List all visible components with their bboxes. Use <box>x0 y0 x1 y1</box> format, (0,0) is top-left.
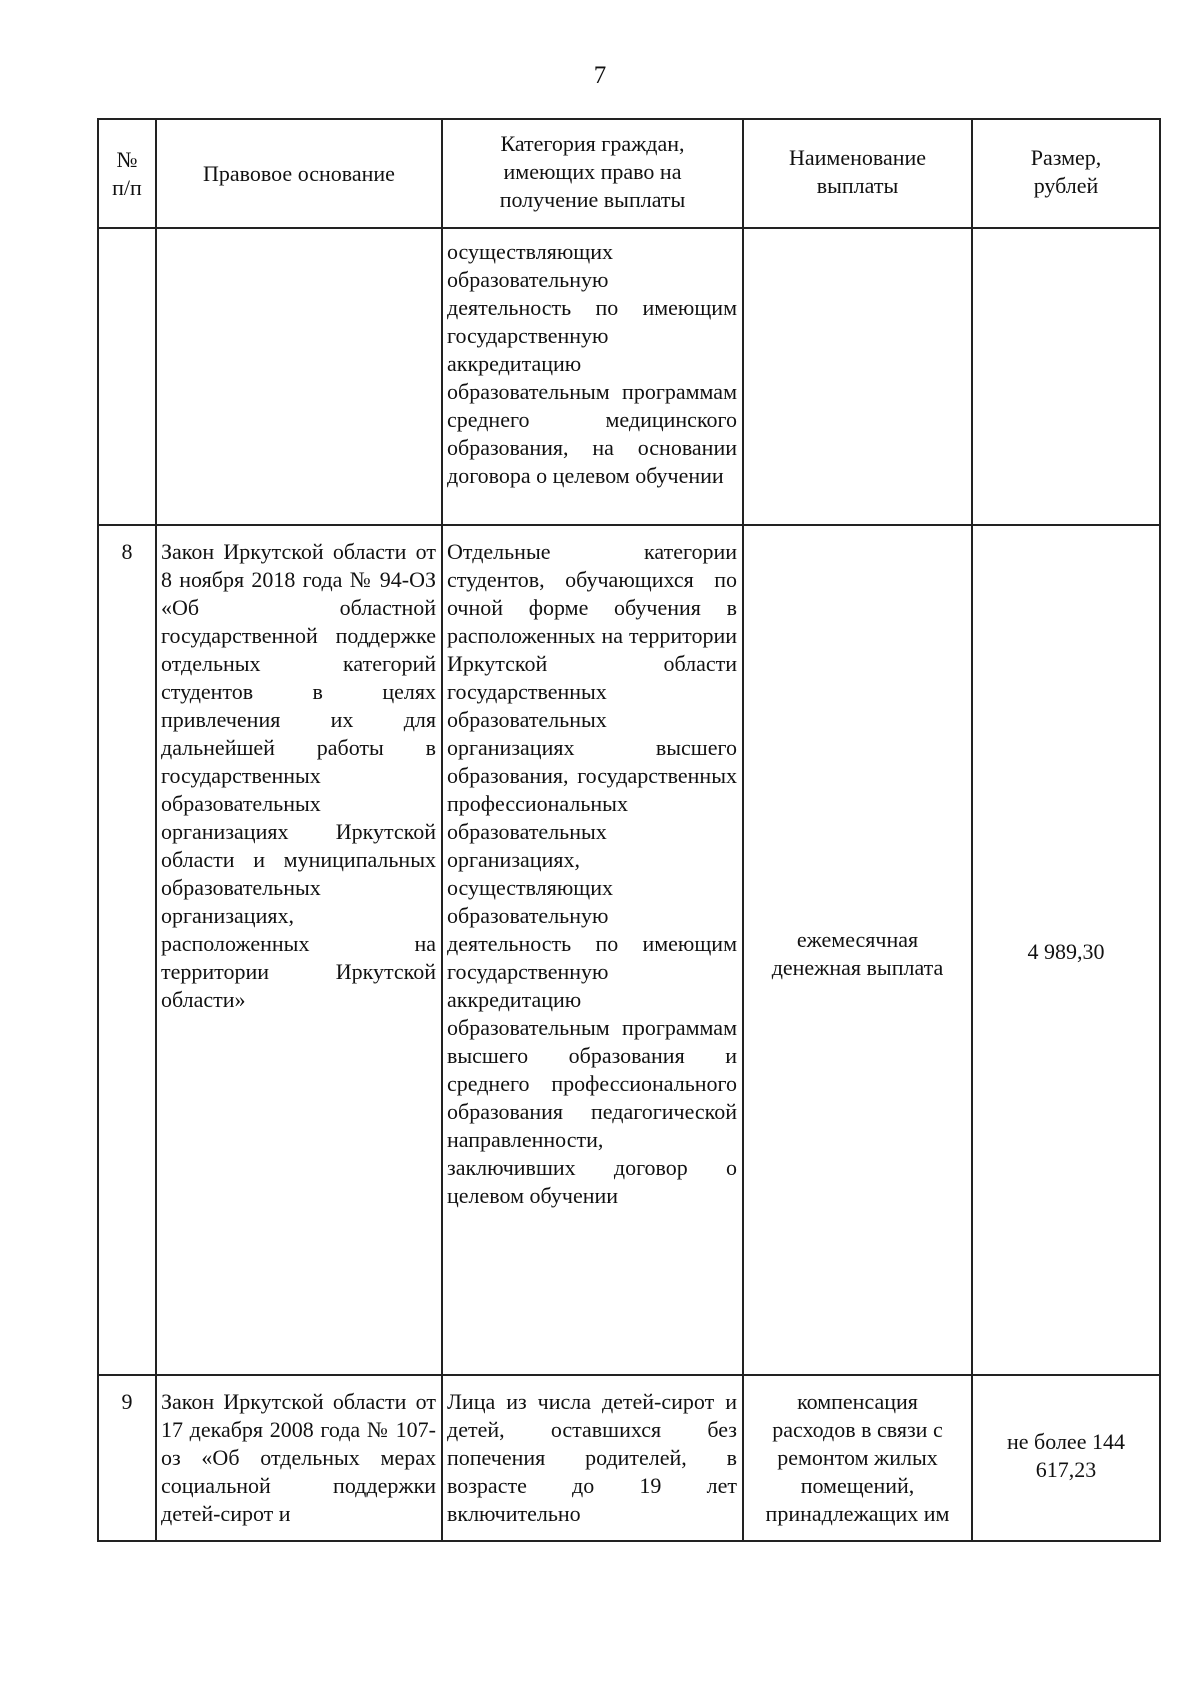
header-payment-name: Наименование выплаты <box>788 145 927 198</box>
row-3-number: 9 <box>121 1389 133 1414</box>
header-amount: Размер, рублей <box>1030 145 1102 198</box>
row-3-payment-name: компенсация расходов в связи с ремонтом жилых помещений, принадлежащих им <box>765 1389 950 1526</box>
row-1-category: осуществляющих образовательную деятельность по имеющим государственную аккредитацию образовательным программам среднего медицинского образования, на основании договора о целевом обучении <box>447 239 737 488</box>
row-2-number: 8 <box>121 539 133 564</box>
row-3-legal-basis: Закон Иркутской области от 17 декабря 2008 года № 107-оз «Об отдельных мерах социальной поддержки детей-сирот и <box>161 1389 436 1526</box>
row-3-category: Лица из числа детей-сирот и детей, оставшихся без попечения родителей, в возрасте до 19 лет включительно <box>447 1389 737 1526</box>
row-2-payment-name: ежемесячная денежная выплата <box>771 927 944 980</box>
row-3-amount: не более 144 617,23 <box>1007 1429 1125 1482</box>
header-category: Категория граждан, имеющих право на получение выплаты <box>499 131 686 212</box>
row-2-category: Отдельные категории студентов, обучающихся по очной форме обучения в расположенных на территории Иркутской области государственных образовательных организациях высшего образования, государственных профессиональных образовательных организациях, осуществляющих образовательную деятельность по имеющим государственную аккредитацию образовательным программам высшего образования и среднего профессионального образования педагогической направленности, заключивших договор о целевом обучении <box>447 539 737 1208</box>
header-legal-basis: Правовое основание <box>203 161 395 186</box>
row-2-legal-basis: Закон Иркутской области от 8 ноября 2018 года № 94-ОЗ «Об областной государственной поддержке отдельных категорий студентов в целях привлечения их для дальнейшей работы в государственных образовательных организациях Иркутской области и муниципальных образовательных организациях, расположенных на территории Иркутской области» <box>161 539 436 1012</box>
page-number: 7 <box>593 62 607 89</box>
row-2-amount: 4 989,30 <box>1027 939 1105 964</box>
header-number: № п/п <box>112 147 142 200</box>
